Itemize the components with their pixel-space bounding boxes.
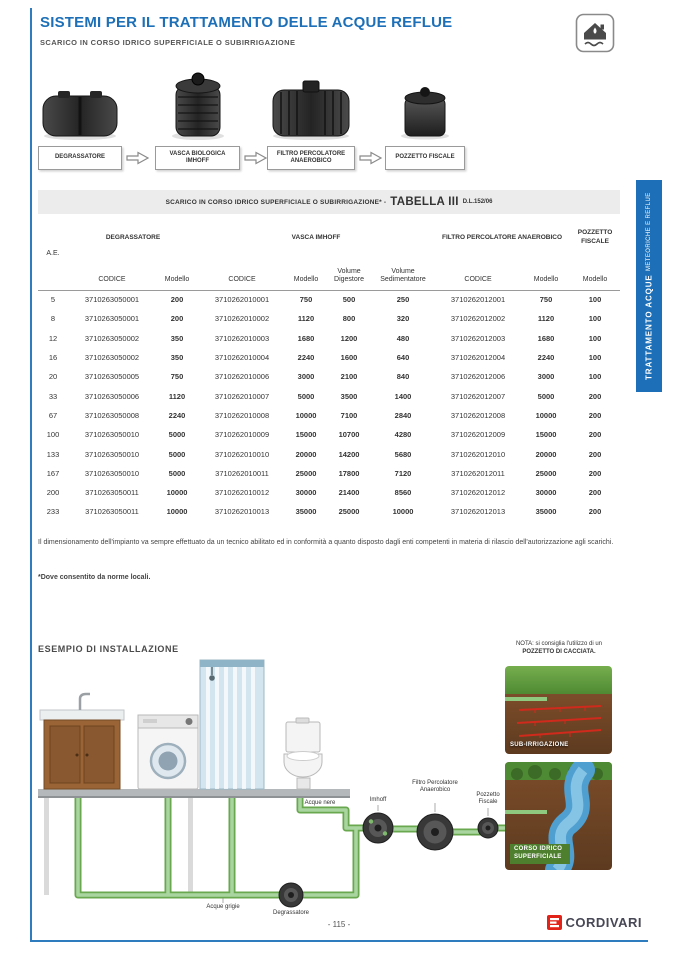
- group-header-filtro: FILTRO PERCOLATORE ANAEROBICO: [442, 233, 563, 241]
- label-acque-nere: Acque nere: [304, 800, 336, 806]
- spec-table-cell: 3710262012012: [450, 488, 506, 498]
- spec-table-cell: 200: [46, 488, 60, 498]
- spec-table-cell: 250: [396, 295, 410, 305]
- spec-table-cell: 3710263050006: [84, 391, 140, 401]
- degrassatore-product-image: [38, 86, 122, 140]
- spec-table-cell: 3500: [340, 391, 358, 401]
- spec-table-cell: 1200: [340, 333, 358, 343]
- spec-table-cell: 67: [48, 410, 58, 420]
- installation-note-line2: POZZETTO DI CACCIATA.: [522, 649, 596, 656]
- spec-table-cell: 750: [539, 295, 553, 305]
- spec-table-cell: 3710263050010: [84, 430, 140, 440]
- spec-table-cell: 1120: [297, 314, 315, 324]
- spec-table-row: [38, 309, 620, 328]
- spec-table-cell: 3710262012013: [450, 507, 506, 517]
- spec-table-cell: 100: [588, 353, 602, 363]
- spec-table-cell: 200: [588, 430, 602, 440]
- spec-table-cell: 200: [588, 410, 602, 420]
- spec-table-cell: 200: [588, 391, 602, 401]
- side-tab-line1: TRATTAMENTO ACQUE: [644, 273, 654, 380]
- spec-table-row: [38, 348, 620, 367]
- disclaimer-text: Il dimensionamento dell'impianto va sempre effettuato da un tecnico abilitato ed in conformità a quanto disposto dagli enti competenti in materia di rilascio dell'autorizzazione agli scarichi.: [38, 539, 614, 546]
- flow-arrow-icon: [359, 151, 383, 165]
- flow-label-degrassatore: DEGRASSATORE: [38, 146, 122, 170]
- spec-table-cell: 10000: [535, 410, 557, 420]
- installation-note: [503, 640, 615, 656]
- spec-table-cell: 350: [170, 353, 184, 363]
- spec-table-cell: 5000: [168, 449, 186, 459]
- spec-table-cell: 3710262012011: [451, 468, 505, 478]
- spec-table-cell: 100: [588, 295, 602, 305]
- spec-table-row: [38, 464, 620, 483]
- spec-table-cell: 100: [588, 372, 602, 382]
- sub-irrigazione-image: [505, 666, 612, 754]
- label-filtro: Filtro Percolatore Anaerobico: [412, 780, 458, 794]
- spec-table-cell: 750: [299, 295, 313, 305]
- left-accent-rule: [30, 8, 32, 941]
- spec-table-cell: 350: [170, 333, 184, 343]
- spec-table-cell: 133: [46, 449, 60, 459]
- spec-table-cell: 1120: [537, 314, 555, 324]
- spec-table-cell: 12: [48, 333, 58, 343]
- spec-table-cell: 200: [588, 507, 602, 517]
- spec-table-cell: 1120: [168, 391, 186, 401]
- spec-table-cell: 3000: [297, 372, 315, 382]
- col-header-codice-2: CODICE: [228, 276, 256, 284]
- spec-table-cell: 3710263050005: [84, 372, 140, 382]
- vasca-imhoff-product-image: [155, 70, 240, 140]
- spec-table-cell: 200: [170, 295, 184, 305]
- table-title-main: TABELLA III: [390, 196, 459, 208]
- spec-table-cell: 14200: [338, 449, 360, 459]
- spec-table-cell: 35000: [535, 507, 557, 517]
- spec-table-cell: 25000: [295, 468, 317, 478]
- spec-table-cell: 3710262010006: [214, 372, 270, 382]
- spec-table-cell: 2240: [168, 410, 186, 420]
- label-degrassatore: Degrassatore: [272, 910, 310, 916]
- spec-table-cell: 167: [46, 468, 60, 478]
- spec-table-cell: 3710262012004: [450, 353, 506, 363]
- brand-name: CORDIVARI: [565, 915, 642, 930]
- page-title: SISTEMI PER IL TRATTAMENTO DELLE ACQUE REFLUE: [40, 14, 453, 31]
- spec-table-cell: 3710262010009: [214, 430, 270, 440]
- spec-table-cell: 1680: [537, 333, 555, 343]
- spec-table-cell: 3710262010002: [214, 314, 270, 324]
- spec-table-cell: 3710262010001: [214, 295, 270, 305]
- table-title-prefix: SCARICO IN CORSO IDRICO SUPERFICIALE O SUBIRRIGAZIONE* -: [165, 198, 387, 206]
- col-header-codice-3: CODICE: [464, 276, 492, 284]
- spec-table-cell: 320: [396, 314, 410, 324]
- spec-table-row: [38, 444, 620, 463]
- flow-label-vasca-imhoff: VASCA BIOLOGICA IMHOFF: [155, 146, 240, 170]
- spec-table-cell: 800: [342, 314, 356, 324]
- spec-table-cell: 3710263050001: [84, 295, 140, 305]
- group-header-vasca-imhoff: VASCA IMHOFF: [291, 233, 341, 241]
- label-acque-grigie: Acque grigie: [206, 904, 240, 910]
- spec-table: [38, 218, 620, 522]
- bottom-accent-rule: [30, 940, 648, 942]
- spec-table-cell: 5000: [168, 430, 186, 440]
- spec-table-cell: 3710263050002: [84, 333, 140, 343]
- spec-table-cell: 8560: [394, 488, 412, 498]
- spec-table-cell: 3710262010010: [214, 449, 270, 459]
- spec-table-cell: 10000: [166, 488, 188, 498]
- spec-table-cell: 3710262010012: [214, 488, 270, 498]
- installation-note-line1: NOTA: si consiglia l'utilizzo di un: [515, 641, 603, 647]
- spec-table-cell: 5000: [297, 391, 315, 401]
- spec-table-cell: 3710262012002: [450, 314, 506, 324]
- spec-table-cell: 640: [396, 353, 410, 363]
- flow-arrow-icon: [244, 151, 268, 165]
- col-header-modello-1: Modello: [164, 276, 190, 284]
- spec-table-cell: 5000: [537, 391, 555, 401]
- spec-table-cell: 33: [48, 391, 58, 401]
- spec-table-cell: 100: [46, 430, 60, 440]
- spec-table-row: [38, 502, 620, 521]
- spec-table-cell: 3710262010004: [214, 353, 270, 363]
- spec-table-cell: 500: [342, 295, 356, 305]
- spec-table-row: [38, 425, 620, 444]
- spec-table-cell: 5: [50, 295, 56, 305]
- spec-table-cell: 5000: [168, 468, 186, 478]
- pozzetto-fiscale-product-image: [386, 82, 464, 140]
- spec-table-section: [38, 190, 620, 522]
- flow-label-pozzetto: POZZETTO FISCALE: [385, 146, 465, 170]
- spec-table-row: [38, 329, 620, 348]
- spec-table-cell: 2240: [537, 353, 555, 363]
- spec-table-cell: 3710263050011: [85, 488, 139, 498]
- spec-table-cell: 20: [48, 372, 58, 382]
- spec-table-cell: 4280: [394, 430, 412, 440]
- table-title-suffix: D.L.152/06: [462, 199, 493, 205]
- spec-table-cell: 3710262012003: [450, 333, 506, 343]
- spec-table-cell: 200: [588, 488, 602, 498]
- spec-table-cell: 1600: [340, 353, 358, 363]
- spec-table-cell: 25000: [338, 507, 360, 517]
- spec-table-cell: 3710262012006: [450, 372, 506, 382]
- photo-label-corso-idrico: CORSO IDRICO SUPERFICIALE: [510, 844, 570, 864]
- photo-sub-irrigazione: [505, 666, 612, 754]
- spec-table-cell: 30000: [535, 488, 557, 498]
- spec-table-cell: 3710263050011: [85, 507, 139, 517]
- flow-arrow-icon: [126, 151, 150, 165]
- spec-table-cell: 480: [396, 333, 410, 343]
- spec-table-cell: 2240: [297, 353, 315, 363]
- spec-table-cell: 3710263050001: [84, 314, 140, 324]
- table-title-band: [38, 190, 620, 214]
- group-header-pozzetto: POZZETTO FISCALE: [577, 229, 613, 245]
- group-header-degrassatore: DEGRASSATORE: [105, 233, 161, 241]
- spec-table-cell: 3710262010011: [215, 468, 269, 478]
- spec-table-cell: 3000: [537, 372, 555, 382]
- spec-table-cell: 2840: [394, 410, 412, 420]
- spec-table-cell: 1400: [394, 391, 412, 401]
- spec-table-cell: 30000: [295, 488, 317, 498]
- spec-table-cell: 100: [588, 314, 602, 324]
- house-water-icon: [575, 13, 615, 53]
- label-imhoff: Imhoff: [369, 797, 387, 803]
- spec-table-cell: 3710263050008: [84, 410, 140, 420]
- spec-table-row: [38, 483, 620, 502]
- page-number: - 115 -: [327, 920, 351, 929]
- col-header-modello-4: Modello: [582, 276, 608, 284]
- spec-table-row: [38, 386, 620, 405]
- spec-table-cell: 10000: [295, 410, 317, 420]
- spec-table-cell: 10000: [392, 507, 414, 517]
- filtro-percolatore-product-image: [267, 76, 355, 140]
- col-header-volume-sedimentatore: Volume Sedimentatore: [380, 268, 426, 284]
- installation-title: ESEMPIO DI INSTALLAZIONE: [38, 644, 179, 654]
- spec-table-cell: 2100: [340, 372, 358, 382]
- spec-table-cell: 200: [588, 449, 602, 459]
- side-tab-trattamento-acque: [636, 180, 662, 392]
- spec-table-cell: 7120: [394, 468, 412, 478]
- spec-table-cell: 200: [588, 468, 602, 478]
- spec-table-cell: 25000: [535, 468, 557, 478]
- spec-table-cell: 15000: [295, 430, 317, 440]
- col-header-ae: A.E.: [46, 250, 60, 258]
- photo-corso-idrico: [505, 762, 612, 870]
- spec-table-cell: 3710262012008: [450, 410, 506, 420]
- label-pozzetto: Pozzetto Fiscale: [476, 792, 500, 806]
- product-flow: [38, 64, 583, 176]
- spec-table-cell: 100: [588, 333, 602, 343]
- spec-table-cell: 8: [50, 314, 56, 324]
- spec-table-cell: 10700: [338, 430, 360, 440]
- spec-table-cell: 20000: [535, 449, 557, 459]
- footnote-text: *Dove consentito da norme locali.: [38, 574, 151, 581]
- spec-table-cell: 3710262012001: [450, 295, 506, 305]
- spec-table-cell: 200: [170, 314, 184, 324]
- spec-table-cell: 3710262010008: [214, 410, 270, 420]
- spec-table-cell: 3710262010003: [214, 333, 270, 343]
- spec-table-cell: 10000: [166, 507, 188, 517]
- spec-table-cell: 17800: [338, 468, 360, 478]
- spec-table-cell: 3710262012010: [450, 449, 506, 459]
- flow-label-filtro: FILTRO PERCOLATORE ANAEROBICO: [267, 146, 355, 170]
- spec-table-cell: 3710263050010: [84, 449, 140, 459]
- installation-illustration: [38, 658, 508, 916]
- spec-table-cell: 3710262012007: [450, 391, 506, 401]
- spec-table-cell: 3710262010007: [214, 391, 270, 401]
- spec-table-cell: 7100: [340, 410, 358, 420]
- col-header-modello-3: Modello: [533, 276, 559, 284]
- spec-table-cell: 35000: [295, 507, 317, 517]
- spec-table-cell: 3710263050010: [84, 468, 140, 478]
- spec-table-cell: 233: [46, 507, 60, 517]
- brand-logo: [547, 915, 642, 930]
- photo-label-sub-irrigazione: SUB-IRRIGAZIONE: [510, 742, 569, 748]
- table-sub-header-row: [38, 258, 620, 290]
- col-header-codice-1: CODICE: [98, 276, 126, 284]
- side-tab-line2: METEORICHE E REFLUE: [646, 192, 652, 271]
- spec-table-cell: 3710262010013: [214, 507, 270, 517]
- spec-table-cell: 840: [396, 372, 410, 382]
- spec-table-cell: 5680: [394, 449, 412, 459]
- page-subtitle: SCARICO IN CORSO IDRICO SUPERFICIALE O SUBIRRIGAZIONE: [40, 38, 296, 47]
- spec-table-body: [38, 290, 620, 522]
- col-header-modello-2: Modello: [293, 276, 319, 284]
- spec-table-row: [38, 367, 620, 386]
- spec-table-cell: 750: [170, 372, 184, 382]
- spec-table-cell: 1680: [297, 333, 315, 343]
- cordivari-mark-icon: [547, 915, 562, 930]
- spec-table-cell: 16: [48, 353, 58, 363]
- table-group-header-row: [38, 218, 620, 258]
- spec-table-row: [38, 290, 620, 309]
- spec-table-cell: 3710262012009: [450, 430, 506, 440]
- spec-table-cell: 20000: [295, 449, 317, 459]
- spec-table-row: [38, 406, 620, 425]
- spec-table-cell: 3710263050002: [84, 353, 140, 363]
- spec-table-cell: 21400: [338, 488, 360, 498]
- spec-table-cell: 15000: [535, 430, 557, 440]
- col-header-volume-digestore: Volume Digestore: [334, 268, 364, 284]
